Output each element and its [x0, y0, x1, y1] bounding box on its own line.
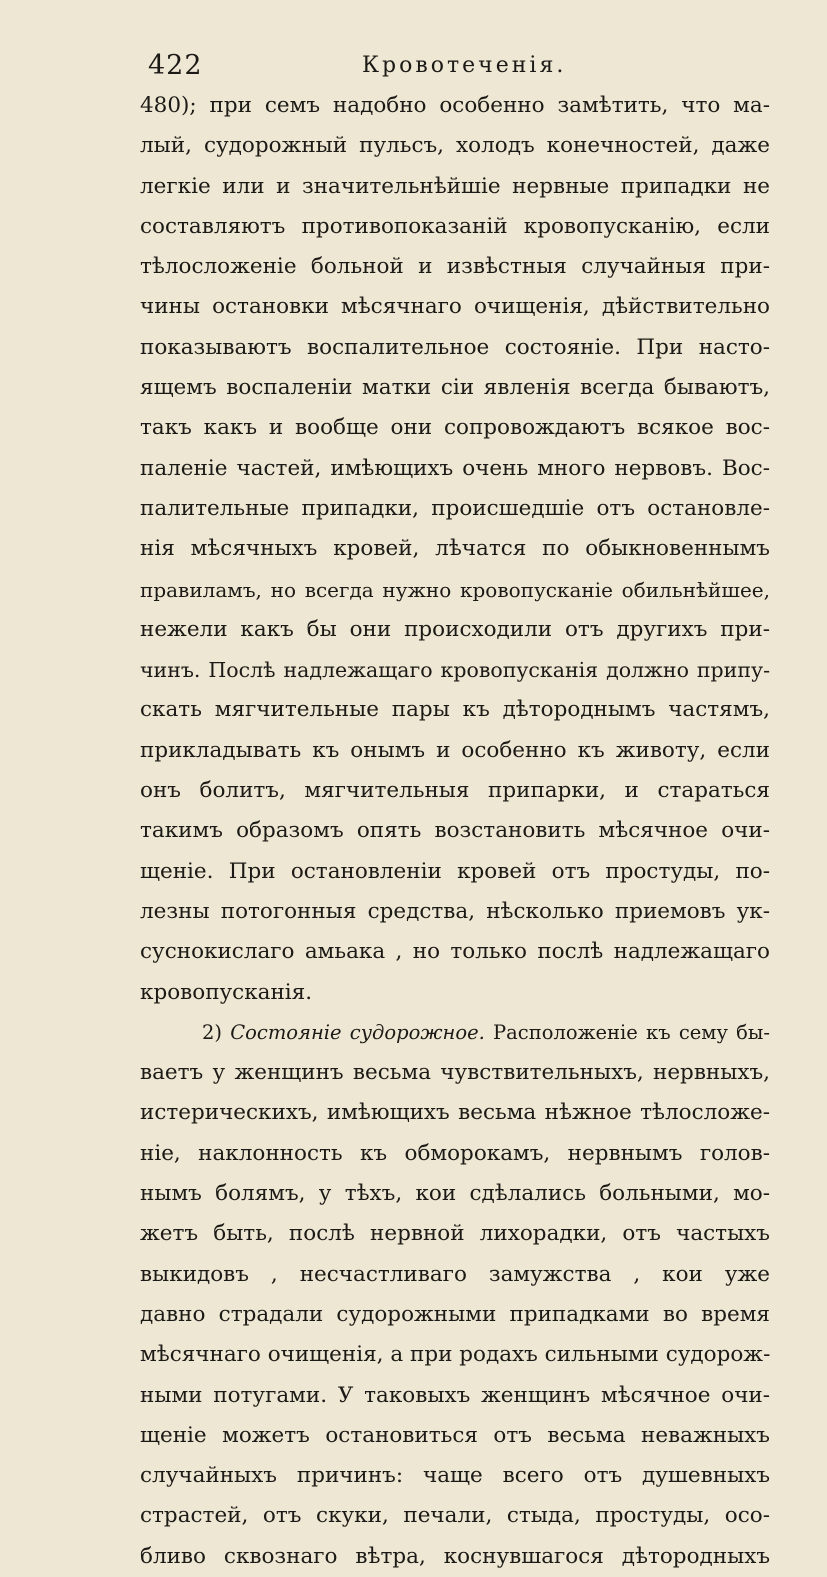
text-line: чины остановки мѣсячнаго очищенія, дѣйствительно [140, 294, 770, 320]
text-line: кровопусканія. [140, 979, 313, 1005]
text-line: скать мягчительные пары къ дѣтороднымъ частямъ, [140, 697, 770, 723]
text-line: лый, судорожный пульсъ, холодъ конечностей, даже [140, 133, 770, 159]
text-line: паленіе частей, имѣющихъ очень много нервовъ. Вос- [140, 455, 770, 481]
text-line: мѣсячнаго очищенія, а при родахъ сильными судорож- [140, 1342, 770, 1368]
section-2-first-line [140, 1013, 770, 1053]
text-line: онъ болитъ, мягчительныя припарки, и стараться [140, 778, 770, 804]
section-first-line-text: Расположеніе къ сему бы- [493, 1020, 770, 1044]
text-line: легкіе или и значительнѣйшіе нервные припадки не [140, 173, 770, 199]
text-line: 480); при семъ надобно особенно замѣтить, что ма- [140, 93, 770, 118]
page-header [148, 50, 648, 84]
text-line: суснокислаго амьака , но только послѣ надлежащаго [140, 939, 770, 965]
text-line: чинъ. Послѣ надлежащаго кровопусканія должно припу- [140, 658, 770, 683]
text-line: палительные припадки, происшедшіе отъ остановле- [140, 495, 770, 521]
text-line: нежели какъ бы они происходили отъ другихъ при- [140, 616, 770, 642]
text-line: случайныхъ причинъ: чаще всего отъ душевныхъ [140, 1463, 770, 1489]
text-line: правиламъ, но всегда нужно кровопусканіе обильнѣйшее, [140, 577, 770, 602]
text-line: ными потугами. У таковыхъ женщинъ мѣсячное очи- [140, 1382, 770, 1408]
text-line: прикладывать къ онымъ и особенно къ животу, если [140, 737, 770, 763]
section-number: 2) [202, 1020, 223, 1044]
text-line: щеніе. При остановленіи кровей отъ простуды, по- [140, 858, 770, 884]
text-line: страстей, отъ скуки, печали, стыда, простуды, осо- [140, 1503, 770, 1529]
text-line: показываютъ воспалительное состояніе. При насто- [140, 334, 770, 360]
text-line: нія мѣсячныхъ кровей, лѣчатся по обыкновеннымъ [140, 536, 770, 562]
text-line: тѣлосложеніе больной и извѣстныя случайныя при- [140, 254, 770, 280]
text-line: ящемъ воспаленіи матки сіи явленія всегда бываютъ, [140, 375, 770, 401]
text-line: щеніе можетъ остановиться отъ весьма неважныхъ [140, 1422, 770, 1448]
text-line: истерическихъ, имѣющихъ весьма нѣжное тѣлосложе- [140, 1100, 770, 1126]
section-heading: Состояніе судорожное. [230, 1020, 485, 1044]
text-line: бливо сквознаго вѣтра, коснувшагося дѣтородныхъ [140, 1543, 770, 1569]
text-line: лезны потогонныя средства, нѣсколько приемовъ ук- [140, 898, 770, 924]
text-line: жетъ быть, послѣ нервной лихорадки, отъ частыхъ [140, 1221, 770, 1247]
text-line: ваетъ у женщинъ весьма чувствительныхъ, нервныхъ, [140, 1060, 770, 1086]
text-line: такъ какъ и вообще они сопровождаютъ всякое вос- [140, 415, 770, 441]
text-line: ніе, наклонность къ обморокамъ, нервнымъ голов- [140, 1140, 770, 1166]
text-line: давно страдали судорожными припадками во время [140, 1301, 770, 1327]
text-line: нымъ болямъ, у тѣхъ, кои сдѣлались больными, мо- [140, 1181, 770, 1207]
text-line: выкидовъ , несчастливаго замужства , кои уже [140, 1261, 770, 1287]
text-line: составляютъ противопоказаній кровопусканію, если [140, 213, 770, 239]
page-number: 422 [148, 50, 203, 81]
text-line: такимъ образомъ опять возстановить мѣсячное очи- [140, 818, 770, 844]
body-text [140, 86, 770, 1577]
running-head: Кровотеченія. [362, 53, 567, 78]
